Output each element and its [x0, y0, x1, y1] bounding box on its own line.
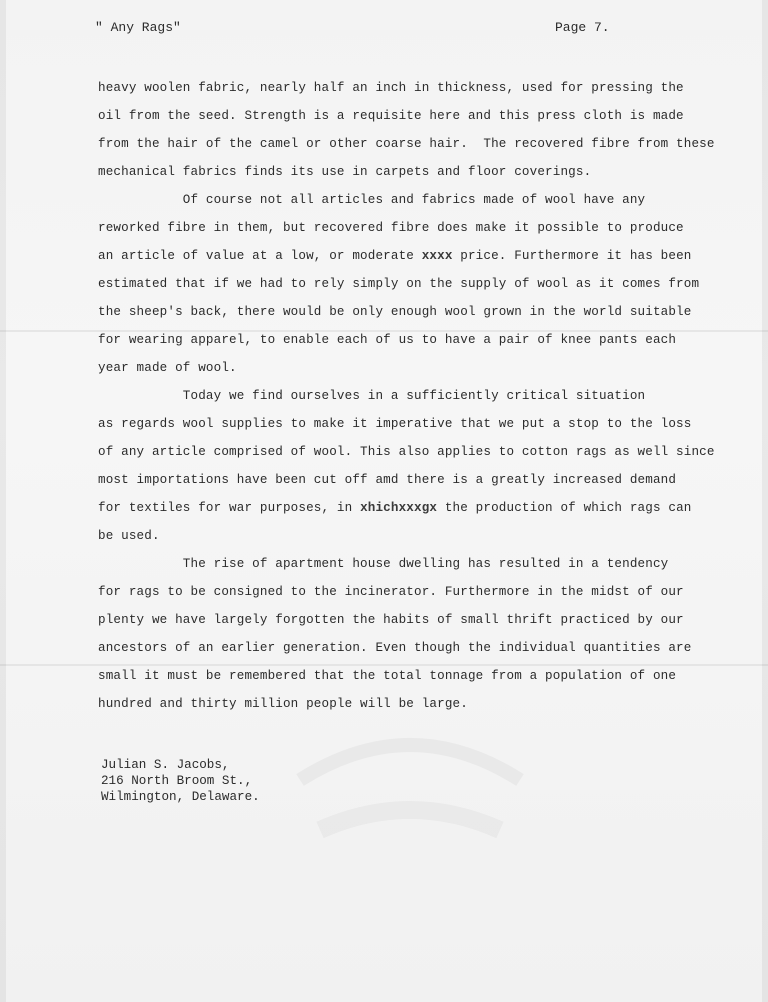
paper-watermark [280, 720, 540, 870]
page-number: Page 7. [555, 20, 610, 35]
text-line: ancestors of an earlier generation. Even though the individual quantities are [98, 641, 692, 655]
author-signature-block [101, 757, 260, 805]
text-segment: price. Furthermore it has been [452, 249, 692, 263]
struck-out-text: xhichxxxgx [360, 501, 438, 515]
page-edge-right [762, 0, 768, 1002]
running-title: " Any Rags" [95, 20, 181, 35]
text-line: The rise of apartment house dwelling has resulted in a tendency [98, 557, 669, 571]
text-line: be used. [98, 529, 160, 543]
author-name: Julian S. Jacobs, [101, 758, 230, 772]
text-segment: an article of value at a low, or moderate [98, 249, 422, 263]
text-line: year made of wool. [98, 361, 237, 375]
text-line: reworked fibre in them, but recovered fibre does make it possible to produce [98, 221, 684, 235]
text-line: mechanical fabrics finds its use in carpets and floor coverings. [98, 165, 592, 179]
text-line: the sheep's back, there would be only enough wool grown in the world suitable [98, 305, 692, 319]
text-segment: for textiles for war purposes, in [98, 501, 361, 515]
author-address-street: 216 North Broom St., [101, 774, 253, 788]
text-segment: the production of which rags can [437, 501, 692, 515]
text-line: plenty we have largely forgotten the habits of small thrift practiced by our [98, 613, 684, 627]
text-line: as regards wool supplies to make it imperative that we put a stop to the loss [98, 417, 692, 431]
text-line: heavy woolen fabric, nearly half an inch in thickness, used for pressing the [98, 81, 684, 95]
text-line [98, 494, 708, 522]
struck-out-text: xxxx [421, 249, 453, 263]
page-edge-left [0, 0, 6, 1002]
text-line: for wearing apparel, to enable each of us to have a pair of knee pants each [98, 333, 677, 347]
text-line: of any article comprised of wool. This also applies to cotton rags as well since [98, 445, 715, 459]
body-text [98, 74, 715, 718]
text-line [98, 242, 708, 270]
text-line: Today we find ourselves in a sufficiently critical situation [98, 389, 646, 403]
text-line: hundred and thirty million people will be large. [98, 697, 468, 711]
text-line: oil from the seed. Strength is a requisite here and this press cloth is made [98, 109, 684, 123]
text-line: small it must be remembered that the total tonnage from a population of one [98, 669, 677, 683]
author-address-city: Wilmington, Delaware. [101, 790, 260, 804]
text-line: Of course not all articles and fabrics made of wool have any [98, 193, 646, 207]
text-line: from the hair of the camel or other coarse hair. The recovered fibre from these [98, 137, 715, 151]
text-line: most importations have been cut off amd there is a greatly increased demand [98, 473, 677, 487]
text-line: estimated that if we had to rely simply on the supply of wool as it comes from [98, 277, 700, 291]
text-line: for rags to be consigned to the incinerator. Furthermore in the midst of our [98, 585, 684, 599]
